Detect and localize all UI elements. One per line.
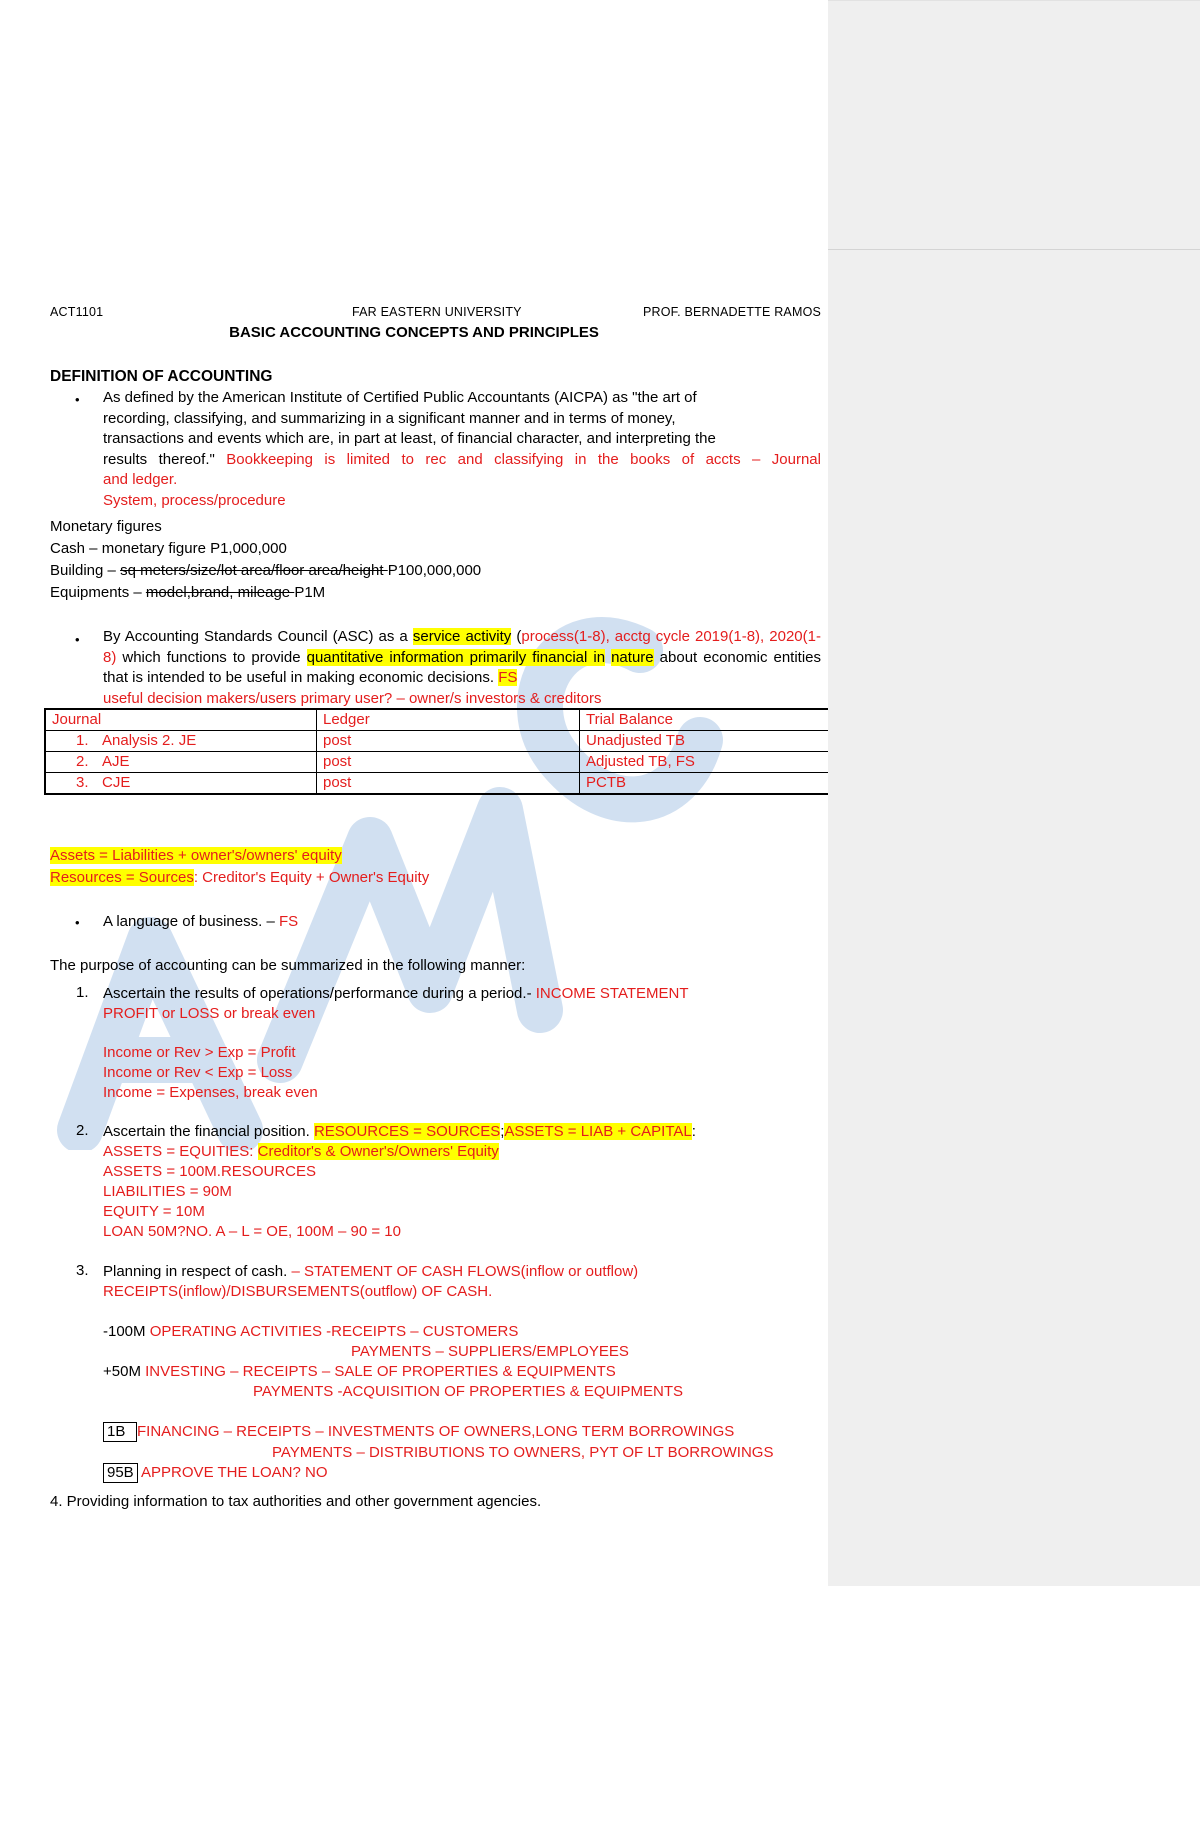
bullet-icon: • (75, 632, 80, 647)
row-number: 3. (76, 774, 89, 791)
bullet-icon: • (75, 392, 80, 407)
assets-equities-line (103, 1142, 499, 1162)
cash-flows-label: – STATEMENT OF CASH FLOWS(inflow or outflow) (291, 1263, 639, 1280)
break-even-line: Income = Expenses, break even (103, 1084, 318, 1101)
investing-payments: PAYMENTS -ACQUISITION OF PROPERTIES & EQUIPMENTS (253, 1383, 684, 1400)
table-row (45, 752, 828, 773)
asc-highlight-nature: nature (611, 648, 654, 666)
equipment-value: P1M (294, 584, 326, 601)
table-cell: PCTB (580, 773, 829, 795)
loan-line: LOAN 50M?NO. A – L = OE, 100M – 90 = 10 (103, 1223, 401, 1240)
financing-payments: PAYMENTS – DISTRIBUTIONS TO OWNERS, PYT OF LT BORROWINGS (272, 1444, 774, 1461)
building-value: P100,000,000 (387, 562, 482, 579)
comment-pane (828, 0, 1200, 1586)
assets-liab-capital-highlight: ASSETS = LIAB + CAPITAL (504, 1123, 692, 1140)
asc-text-1: By Accounting Standards Council (ASC) as a (103, 628, 413, 645)
purpose-intro: The purpose of accounting can be summarized in the following manner: (50, 957, 526, 974)
financing-line (103, 1422, 734, 1442)
table-cell: post (317, 752, 580, 773)
purpose-item-2 (103, 1122, 696, 1142)
operating-text: OPERATING ACTIVITIES -RECEIPTS – CUSTOMERS (145, 1323, 519, 1340)
financing-amount-box: 1B (103, 1422, 137, 1442)
table-header-cell: Journal (45, 709, 317, 731)
table-cell: post (317, 731, 580, 752)
table-header-row (45, 709, 828, 731)
resources-sources-highlight: RESOURCES = SOURCES (313, 1123, 501, 1140)
watermark-text: RAMOS (400, 890, 404, 891)
equation-rest: : Creditor's Equity + Owner's Equity (193, 869, 430, 886)
receipts-line: RECEIPTS(inflow)/DISBURSEMENTS(outflow) OF CASH. (103, 1283, 493, 1300)
asc-text-4: about economic entities that is intended to be useful in making economic decisions. (103, 648, 821, 686)
equation-line-2 (50, 868, 429, 888)
asc-highlight-service: service activity (412, 628, 512, 645)
cash-line: Cash – monetary figure P1,000,000 (50, 540, 287, 557)
financing-text: FINANCING – RECEIPTS – INVESTMENTS OF OWNERS,LONG TERM BORROWINGS (137, 1423, 735, 1440)
item1-text: Ascertain the results of operations/performance during a period.- (103, 985, 536, 1002)
equity-highlight: Creditor's & Owner's/Owners' Equity (257, 1143, 499, 1160)
header-professor: PROF. BERNADETTE RAMOS (643, 305, 822, 319)
table-cell: post (317, 773, 580, 795)
equipment-label: Equipments – (50, 584, 146, 601)
item-number: 3. (76, 1262, 89, 1279)
profit-loss-line: PROFIT or LOSS or break even (103, 1005, 316, 1022)
language-fs: FS (278, 913, 299, 930)
building-label: Building – (50, 562, 121, 579)
table-cell (45, 773, 317, 795)
loss-line: Income or Rev < Exp = Loss (103, 1064, 293, 1081)
asc-text-2: ( (511, 628, 522, 645)
item-number: 2. (76, 1122, 89, 1139)
header-school: FAR EASTERN UNIVERSITY (352, 305, 522, 319)
bookkeeping-note-2: and ledger. (103, 471, 178, 488)
monetary-heading: Monetary figures (50, 518, 162, 535)
item2-separator: ; (500, 1123, 505, 1140)
building-struck: sq meters/size/lot area/floor area/height (120, 562, 388, 579)
equipment-line (50, 583, 325, 603)
equation-line-1 (50, 846, 342, 866)
row-number: 1. (76, 732, 89, 749)
assets-equities-text: ASSETS = EQUITIES: (103, 1143, 258, 1160)
asc-highlight-quantitative: quantitative information primarily financial in (306, 648, 606, 666)
income-statement-label: INCOME STATEMENT (535, 985, 689, 1002)
table-cell (45, 731, 317, 752)
definition-heading: DEFINITION OF ACCOUNTING (50, 368, 273, 385)
operating-amount: -100M (103, 1323, 146, 1340)
building-line (50, 561, 481, 581)
loan-amount-box: 95B (103, 1463, 138, 1483)
asc-years-note: 2019(1-8), 2020(1-8) (103, 628, 821, 666)
operating-payments: PAYMENTS – SUPPLIERS/EMPLOYEES (351, 1343, 629, 1360)
item2-text: Ascertain the financial position. (103, 1123, 314, 1140)
system-note: System, process/procedure (103, 491, 286, 509)
aicpa-line-1: As defined by the American Institute of Certified Public Accountants (AICPA) as "the art of (103, 389, 697, 406)
purpose-item-1 (103, 984, 689, 1004)
language-line (103, 912, 298, 932)
table-cell: Unadjusted TB (580, 731, 829, 752)
table-header-cell: Ledger (317, 709, 580, 731)
investing-amount: +50M (103, 1363, 141, 1380)
equity-line: EQUITY = 10M (103, 1203, 205, 1220)
item3-text: Planning in respect of cash. (103, 1263, 292, 1280)
row-number: 2. (76, 753, 89, 770)
aicpa-line-2: recording, classifying, and summarizing in a significant manner and in terms of money, (103, 409, 676, 427)
document-title: BASIC ACCOUNTING CONCEPTS AND PRINCIPLES (229, 324, 599, 341)
asc-process-note: process(1-8), acctg cycle (521, 628, 690, 645)
accounting-cycle-table (44, 708, 828, 795)
aicpa-line-4 (103, 450, 821, 471)
asc-fs: FS (498, 669, 518, 686)
investing-line (103, 1362, 616, 1382)
profit-line: Income or Rev > Exp = Profit (103, 1044, 296, 1061)
asc-definition (103, 627, 821, 709)
item-number: 1. (76, 984, 89, 1001)
table-row (45, 731, 828, 752)
bookkeeping-note: Bookkeeping is limited to rec and classifying in the books of accts – Journal (226, 450, 821, 468)
purpose-item-4: 4. Providing information to tax authorities and other government agencies. (50, 1493, 542, 1510)
asc-text-3: which functions to provide (116, 648, 307, 666)
equipment-struck: model,brand, mileage (145, 584, 295, 601)
row-journal: Analysis 2. JE (102, 732, 197, 749)
row-journal: AJE (102, 753, 130, 770)
operating-line (103, 1322, 518, 1342)
bullet-icon: • (75, 915, 80, 930)
investing-text: INVESTING – RECEIPTS – SALE OF PROPERTIES & EQUIPMENTS (140, 1363, 616, 1380)
aicpa-definition (103, 388, 821, 511)
loan-approval-line (103, 1463, 328, 1483)
table-cell: Adjusted TB, FS (580, 752, 829, 773)
item2-colon: : (691, 1123, 696, 1140)
aicpa-last: results thereof." (103, 450, 215, 468)
loan-approval-text: APPROVE THE LOAN? NO (137, 1464, 328, 1481)
language-text: A language of business. – (103, 913, 279, 930)
table-cell (45, 752, 317, 773)
equation-highlight: Assets = Liabilities + owner's/owners' equity (50, 847, 342, 864)
comment-pane-divider (828, 249, 1200, 250)
aicpa-line-3: transactions and events which are, in part at least, of financial character, and interpreting the (103, 430, 716, 447)
asc-users-note: useful decision makers/users primary user? – owner/s investors & creditors (103, 689, 602, 707)
assets-line: ASSETS = 100M.RESOURCES (103, 1163, 316, 1180)
liabilities-line: LIABILITIES = 90M (103, 1183, 232, 1200)
header-course: ACT1101 (50, 305, 104, 319)
row-journal: CJE (102, 774, 131, 791)
resources-sources-highlight: Resources = Sources (50, 869, 194, 886)
table-row (45, 773, 828, 795)
purpose-item-3 (103, 1262, 638, 1282)
table-header-cell: Trial Balance (580, 709, 829, 731)
